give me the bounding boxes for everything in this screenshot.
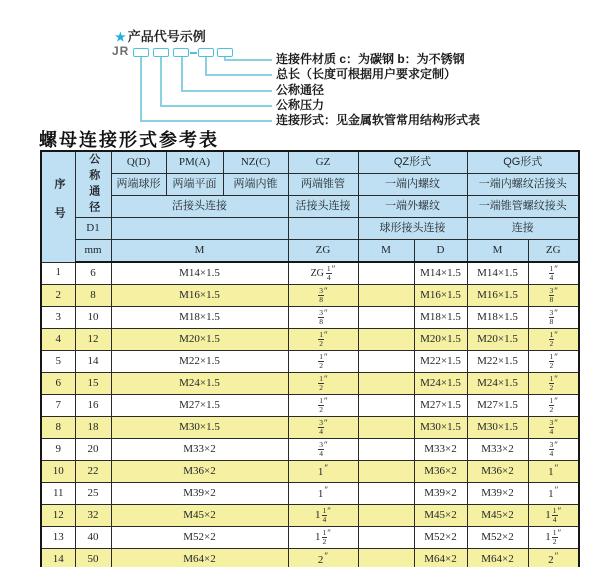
header-nzc-desc: 两端内锥 [223,174,288,196]
header-pma: PM(A) [166,151,223,174]
label-total-length: 总长（长度可根据用户要求定制） [276,67,457,81]
cell-qz-d: M64×2 [414,549,467,567]
connector-h4 [160,105,272,107]
table-row [41,373,579,395]
cell-qz-d: M30×1.5 [414,417,467,439]
cell-qz-d: M16×1.5 [414,285,467,307]
cell-seq: 12 [41,505,75,527]
unit-qg-m: M [467,240,528,263]
header-qz-desc: 一端内螺纹 [358,174,467,196]
cell-dn-mm: 32 [75,505,111,527]
cell-qg-m: M36×2 [467,461,528,483]
cell-dn-mm: 6 [75,262,111,285]
cell-gz: $\frac{1}{2}$ ″ [288,373,358,395]
cell-dn-mm: 40 [75,527,111,549]
cell-qz-m [358,527,414,549]
cell-thread-m: M22×1.5 [111,351,288,373]
cell-seq: 1 [41,262,75,285]
cell-qg-m: M30×1.5 [467,417,528,439]
cell-qz-d: M45×2 [414,505,467,527]
cell-dn-mm: 18 [75,417,111,439]
unit-qz-d: D [414,240,467,263]
cell-gz: 1 $\frac{1}{2}$ ″ [288,527,358,549]
cell-qg-m: M27×1.5 [467,395,528,417]
cell-qg-zg: $\frac{1}{2}$ ″ [528,351,579,373]
table-row [41,527,579,549]
table-row [41,439,579,461]
cell-qg-zg: 1″ [528,483,579,505]
code-box-4 [198,48,214,57]
header-gz-desc: 两端锥管 [288,174,358,196]
cell-seq: 3 [41,307,75,329]
cell-gz: $\frac{1}{2}$ ″ [288,329,358,351]
cell-seq: 8 [41,417,75,439]
cell-qg-m: M24×1.5 [467,373,528,395]
cell-seq: 7 [41,395,75,417]
table-row [41,505,579,527]
cell-dn-mm: 12 [75,329,111,351]
nut-connection-table [40,150,580,567]
cell-thread-m: M14×1.5 [111,262,288,285]
cell-thread-m: M45×2 [111,505,288,527]
header-qg-desc2: 一端锥管螺纹接头 [467,196,579,218]
cell-thread-m: M20×1.5 [111,329,288,351]
cell-thread-m: M64×2 [111,549,288,567]
cell-gz: $\frac{1}{2}$ ″ [288,351,358,373]
star-icon: ★ [115,30,126,44]
cell-qg-zg: $\frac{1}{4}$ ″ [528,262,579,285]
header-nzc: NZ(C) [223,151,288,174]
cell-qz-d: M20×1.5 [414,329,467,351]
header-qz-conn: 球形接头连接 [358,218,467,240]
cell-qz-m [358,351,414,373]
cell-thread-m: M30×1.5 [111,417,288,439]
cell-thread-m: M33×2 [111,439,288,461]
table-row [41,461,579,483]
cell-gz: 1″ [288,461,358,483]
table-row [41,417,579,439]
cell-dn-mm: 8 [75,285,111,307]
cell-thread-m: M18×1.5 [111,307,288,329]
cell-qz-m [358,373,414,395]
cell-qg-m: M64×2 [467,549,528,567]
product-code-prefix: JR [112,44,130,58]
cell-qg-m: M39×2 [467,483,528,505]
header-empty-1 [111,218,288,240]
cell-qz-d: M14×1.5 [414,262,467,285]
cell-thread-m: M27×1.5 [111,395,288,417]
table-row [41,285,579,307]
cell-dn-mm: 22 [75,461,111,483]
unit-qz-m: M [358,240,414,263]
header-union-conn-2: 活接头连接 [288,196,358,218]
header-d1: D1 [75,218,111,240]
cell-gz: $\frac{1}{2}$ ″ [288,395,358,417]
cell-qg-m: M22×1.5 [467,351,528,373]
cell-qg-zg: 1″ [528,461,579,483]
cell-qg-m: M14×1.5 [467,262,528,285]
unit-mm: mm [75,240,111,263]
cell-gz: ZG $\frac{1}{4}$ ″ [288,262,358,285]
cell-qz-d: M52×2 [414,527,467,549]
cell-seq: 10 [41,461,75,483]
cell-seq: 2 [41,285,75,307]
cell-qz-m [358,439,414,461]
connector-v4 [205,57,207,75]
cell-dn-mm: 20 [75,439,111,461]
cell-qz-m [358,329,414,351]
cell-qg-zg: $\frac{3}{4}$ ″ [528,439,579,461]
label-nominal-diameter: 公称通径 [276,83,325,97]
header-qg-conn: 连接 [467,218,579,240]
header-qd-desc: 两端球形 [111,174,166,196]
code-dash [190,52,197,54]
cell-qz-d: M33×2 [414,439,467,461]
cell-seq: 9 [41,439,75,461]
cell-thread-m: M36×2 [111,461,288,483]
cell-qz-m [358,505,414,527]
cell-seq: 14 [41,549,75,567]
cell-gz: 1″ [288,483,358,505]
cell-seq: 5 [41,351,75,373]
code-box-1 [133,48,149,57]
cell-qz-m [358,549,414,567]
cell-qz-d: M36×2 [414,461,467,483]
cell-qg-m: M20×1.5 [467,329,528,351]
cell-qg-zg: $\frac{1}{2}$ ″ [528,395,579,417]
connector-h2 [205,74,272,76]
cell-thread-m: M16×1.5 [111,285,288,307]
cell-qg-zg: $\frac{3}{8}$ ″ [528,285,579,307]
cell-seq: 11 [41,483,75,505]
cell-dn-mm: 50 [75,549,111,567]
table-title: 螺母连接形式参考表 [39,130,219,151]
header-nominal: 公称通径 [75,151,111,218]
code-box-5 [217,48,233,57]
cell-dn-mm: 15 [75,373,111,395]
cell-qg-zg: 2″ [528,549,579,567]
cell-qg-m: M52×2 [467,527,528,549]
table-row [41,483,579,505]
header-qd: Q(D) [111,151,166,174]
cell-seq: 4 [41,329,75,351]
label-connection-form: 连接形式：见金属软管常用结构形式表 [276,113,481,127]
unit-qg-zg: ZG [528,240,579,263]
cell-qg-zg: 1 $\frac{1}{4}$ ″ [528,505,579,527]
cell-thread-m: M52×2 [111,527,288,549]
cell-qz-m [358,461,414,483]
cell-gz: $\frac{3}{4}$ ″ [288,417,358,439]
cell-qz-m [358,285,414,307]
cell-qz-d: M24×1.5 [414,373,467,395]
header-qg-form: QG形式 [467,151,579,174]
cell-qz-d: M22×1.5 [414,351,467,373]
code-box-2 [153,48,169,57]
cell-thread-m: M24×1.5 [111,373,288,395]
cell-gz: 1 $\frac{1}{4}$ ″ [288,505,358,527]
header-qg-desc: 一端内螺纹活接头 [467,174,579,196]
header-pma-desc: 两端平面 [166,174,223,196]
cell-qg-zg: 1 $\frac{1}{2}$ ″ [528,527,579,549]
header-empty-2 [288,218,358,240]
table-row [41,329,579,351]
unit-m-main: M [111,240,288,263]
cell-qz-d: M27×1.5 [414,395,467,417]
cell-seq: 6 [41,373,75,395]
cell-qz-m [358,395,414,417]
cell-seq: 13 [41,527,75,549]
cell-qz-m [358,307,414,329]
connector-h5 [140,120,272,122]
table-row [41,351,579,373]
cell-gz: $\frac{3}{8}$ ″ [288,307,358,329]
connector-v1 [140,57,142,121]
cell-dn-mm: 16 [75,395,111,417]
cell-gz: $\frac{3}{4}$ ″ [288,439,358,461]
header-qz-form: QZ形式 [358,151,467,174]
unit-zg: ZG [288,240,358,263]
cell-qg-m: M45×2 [467,505,528,527]
table-row [41,395,579,417]
table-row [41,262,579,285]
header-qz-desc2: 一端外螺纹 [358,196,467,218]
cell-qz-m [358,417,414,439]
cell-qz-d: M39×2 [414,483,467,505]
cell-dn-mm: 10 [75,307,111,329]
cell-gz: $\frac{3}{8}$ ″ [288,285,358,307]
table-row [41,549,579,567]
cell-qz-m [358,262,414,285]
cell-qz-d: M18×1.5 [414,307,467,329]
table-row [41,307,579,329]
connector-v2 [160,57,162,106]
cell-qg-m: M33×2 [467,439,528,461]
label-nominal-pressure: 公称压力 [276,98,325,112]
diagram-title [115,26,206,45]
cell-thread-m: M39×2 [111,483,288,505]
cell-qg-zg: $\frac{3}{8}$ ″ [528,307,579,329]
code-box-3 [173,48,189,57]
cell-gz: 2″ [288,549,358,567]
connector-h3 [181,90,272,92]
cell-qg-zg: $\frac{3}{4}$ ″ [528,417,579,439]
cell-qg-zg: $\frac{1}{2}$ ″ [528,329,579,351]
cell-qg-m: M18×1.5 [467,307,528,329]
connector-v3 [181,57,183,91]
header-gz: GZ [288,151,358,174]
diagram-title-text: 产品代号示例 [127,29,206,44]
cell-qg-m: M16×1.5 [467,285,528,307]
connector-h1 [224,59,272,61]
cell-qz-m [358,483,414,505]
header-seq: 序号 [41,151,75,262]
cell-dn-mm: 14 [75,351,111,373]
label-material: 连接件材质 c：为碳钢 b：为不锈钢 [276,52,465,66]
cell-qg-zg: $\frac{1}{2}$ ″ [528,373,579,395]
header-union-conn-1: 活接头连接 [111,196,288,218]
cell-dn-mm: 25 [75,483,111,505]
